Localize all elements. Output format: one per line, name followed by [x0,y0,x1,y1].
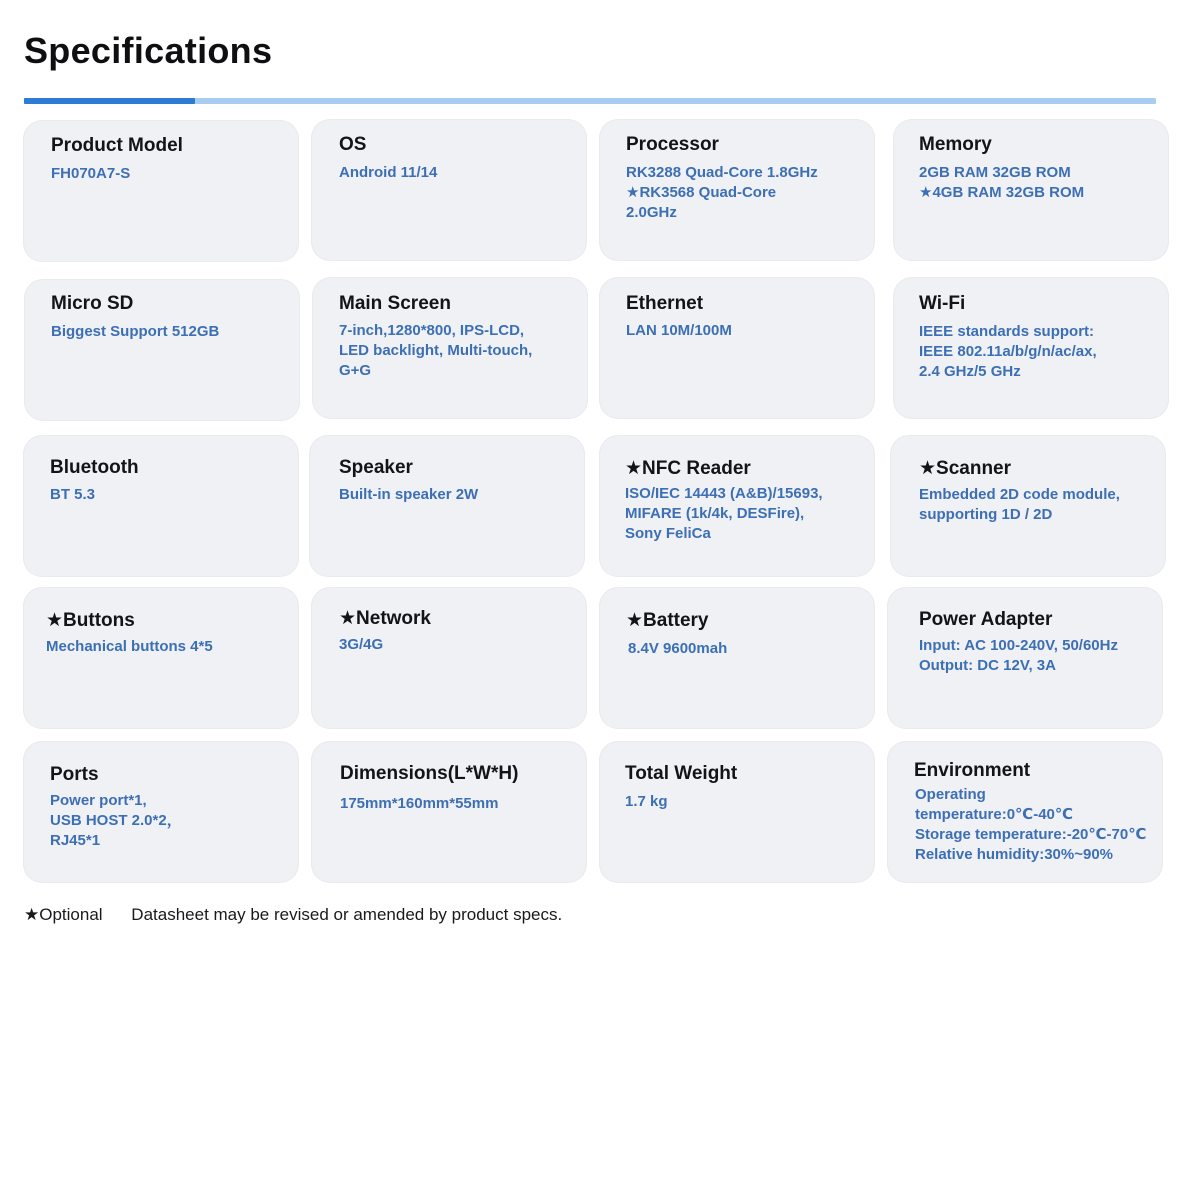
spec-label: ★Buttons [46,610,135,631]
datasheet-disclaimer: Datasheet may be revised or amended by product specs. [131,905,563,924]
spec-value-line: Android 11/14 [339,164,438,181]
spec-label: Memory [919,134,992,155]
spec-value [340,794,498,814]
spec-label: Ports [50,764,99,785]
spec-value [50,791,182,851]
spec-value-line: 1.7 kg [625,793,668,810]
spec-value-line: Mechanical buttons 4*5 [46,638,213,655]
spec-label: Processor [626,134,719,155]
spec-value-line: IEEE standards support: [919,323,1095,340]
spec-value-line: Output: DC 12V, 3A [919,657,1056,674]
spec-label: Power Adapter [919,609,1053,630]
spec-value-line: 7-inch,1280*800, IPS-LCD, [339,322,525,339]
spec-card [891,436,1165,576]
spec-value-line: USB HOST 2.0*2， [50,812,182,829]
page-title: Specifications [24,30,273,71]
spec-value-line: Relative humidity:30%~90% [915,846,1113,863]
spec-card [600,120,874,260]
spec-card [600,588,874,728]
spec-value [46,637,213,657]
spec-label: Dimensions(L*W*H) [340,763,519,784]
spec-value-line: 2.0GHz [626,204,677,221]
spec-label: Environment [914,760,1031,781]
spec-label: ★Battery [626,610,709,631]
spec-value-line: LED backlight, Multi-touch, [339,342,533,359]
spec-card [894,278,1168,418]
spec-value-line: RJ45*1 [50,832,101,849]
spec-card [600,436,874,576]
spec-value-line: RK3288 Quad-Core 1.8GHz [626,164,818,181]
spec-value [919,485,1120,525]
spec-value-line: G+G [339,362,372,379]
spec-value [339,321,532,381]
spec-card [25,280,299,420]
spec-value [339,163,437,183]
spec-value-line: Operating [915,786,986,803]
spec-card [313,278,587,418]
spec-card [888,742,1162,882]
spec-value [625,484,823,544]
spec-value [625,792,668,812]
spec-card [24,742,298,882]
spec-card [312,742,586,882]
spec-value-line: supporting 1D / 2D [919,506,1053,523]
spec-label: Micro SD [51,293,134,314]
spec-value-line: Input: AC 100-240V, 50/60Hz [919,637,1118,654]
spec-value-line: BT 5.3 [50,486,96,503]
spec-value-line: ★4GB RAM 32GB ROM [919,184,1085,201]
spec-value [339,485,478,505]
optional-legend: ★Optional [24,905,103,924]
spec-card [24,588,298,728]
spec-value-line: Storage temperature:-20℃-70℃ [915,826,1147,843]
spec-value-line: ISO/IEC 14443 (A&B)/15693, [625,485,823,502]
spec-label: ★Network [339,608,431,629]
spec-label: Ethernet [626,293,704,314]
spec-value [50,485,95,505]
title-underline-accent [24,98,195,104]
spec-value [919,322,1097,382]
spec-value-line: temperature:0℃-40℃ [915,806,1074,823]
spec-card [312,588,586,728]
spec-value-line: Built-in speaker 2W [339,486,479,503]
spec-label: ★NFC Reader [625,458,751,479]
spec-card [24,436,298,576]
spec-value-line: 3G/4G [339,636,384,653]
spec-value-line: 175mm*160mm*55mm [340,795,499,812]
spec-value-line: 2.4 GHz/5 GHz [919,363,1021,380]
spec-value-line: Biggest Support 512GB [51,323,220,340]
spec-card [310,436,584,576]
spec-value [626,321,732,341]
spec-card [600,742,874,882]
spec-label: OS [339,134,367,155]
spec-card [600,278,874,418]
spec-value-line: IEEE 802.11a/b/g/n/ac/ax, [919,343,1097,360]
spec-value-line: ★RK3568 Quad-Core [626,184,777,201]
spec-label: Total Weight [625,763,738,784]
spec-card [24,121,298,261]
spec-value-line: LAN 10M/100M [626,322,732,339]
footer-note [24,905,562,925]
spec-card [888,588,1162,728]
spec-value [915,785,1146,865]
spec-value-line: Sony FeliCa [625,525,711,542]
spec-value-line: Embedded 2D code module, [919,486,1120,503]
spec-value-line: MIFARE (1k/4k, DESFire), [625,505,805,522]
spec-value [51,322,219,342]
spec-label: Speaker [339,457,413,478]
spec-label: ★Scanner [919,458,1012,479]
spec-value [919,636,1118,676]
spec-card [894,120,1168,260]
spec-value [51,164,130,184]
spec-value-line: Power port*1, [50,792,147,809]
spec-card [312,120,586,260]
spec-value [919,163,1084,203]
spec-label: Wi-Fi [919,293,966,314]
spec-value [628,639,727,659]
spec-value [626,163,818,223]
spec-label: Product Model [51,135,183,156]
spec-label: Main Screen [339,293,451,314]
spec-value-line: 8.4V 9600mah [628,640,728,657]
spec-value-line: 2GB RAM 32GB ROM [919,164,1071,181]
spec-label: Bluetooth [50,457,139,478]
spec-value-line: FH070A7-S [51,165,131,182]
spec-value [339,635,383,655]
